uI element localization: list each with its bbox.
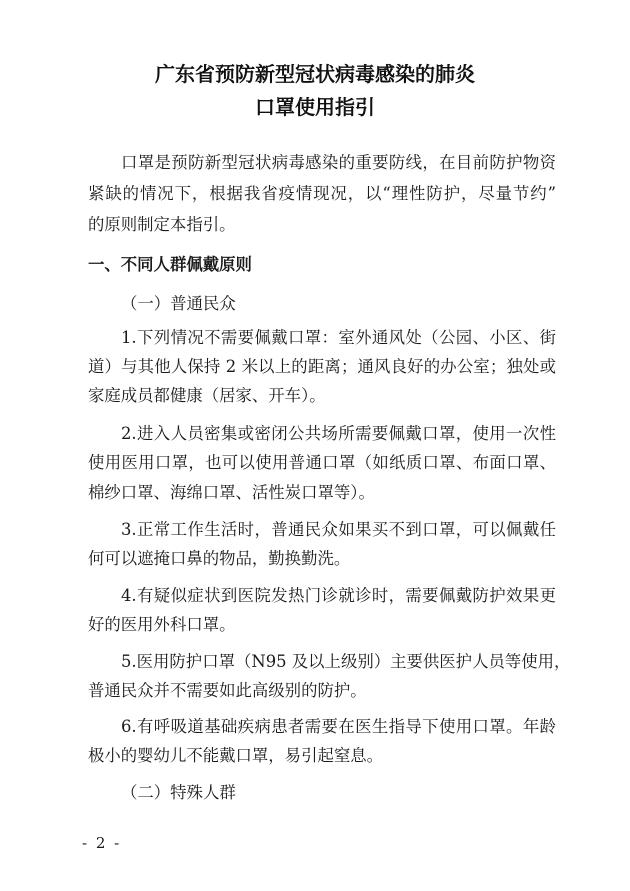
item-6-line-2: 极小的婴幼儿不能戴口罩，易引起窒息。: [88, 746, 384, 765]
item-1-line-2: 道）与其他人保持 2 米以上的距离；通风良好的办公室；独处或: [88, 357, 556, 376]
item-3-line-1: 3.正常工作生活时，普通民众如果买不到口罩，可以佩戴任: [121, 520, 556, 539]
item-2-line-1: 2.进入人员密集或密闭公共场所需要佩戴口罩，使用一次性: [121, 424, 556, 443]
item-4-line-1: 4.有疑似症状到医院发热门诊就诊时，需要佩戴防护效果更: [121, 586, 556, 605]
item-5-line-2: 普通民众并不需要如此高级别的防护。: [88, 681, 367, 700]
intro-line-3: 的原则制定本指引。: [88, 215, 236, 234]
item-3-line-2: 何可以遮掩口鼻的物品，勤换勤洗。: [88, 549, 351, 568]
item-6-line-1: 6.有呼吸道基础疾病患者需要在医生指导下使用口罩。年龄: [121, 717, 556, 736]
item-2-line-3: 棉纱口罩、海绵口罩、活性炭口罩等）。: [88, 483, 375, 502]
subsection-heading: （二）特殊人群: [121, 783, 236, 802]
section-heading: 一、不同人群佩戴原则: [88, 255, 252, 274]
page-number: - 2 -: [82, 834, 122, 852]
item-1-line-3: 家庭成员都健康（居家、开车）。: [88, 386, 326, 405]
item-2-line-2: 使用医用口罩，也可以使用普通口罩（如纸质口罩、布面口罩、: [88, 453, 556, 472]
item-1-line-1: 1.下列情况不需要佩戴口罩：室外通风处（公园、小区、街: [121, 328, 556, 347]
item-5-line-1: 5.医用防护口罩（N95 及以上级别）主要供医护人员等使用，: [121, 652, 571, 671]
intro-line-1: 口罩是预防新型冠状病毒感染的重要防线，在目前防护物资: [121, 153, 556, 172]
document-title-line-1: 广东省预防新型冠状病毒感染的肺炎: [155, 62, 475, 86]
item-4-line-2: 好的医用外科口罩。: [88, 615, 236, 634]
subsection-heading: （一）普通民众: [121, 294, 236, 313]
intro-line-2: 紧缺的情况下，根据我省疫情现况，以“理性防护，尽量节约”: [88, 184, 556, 203]
document-title-line-2: 口罩使用指引: [255, 95, 375, 119]
